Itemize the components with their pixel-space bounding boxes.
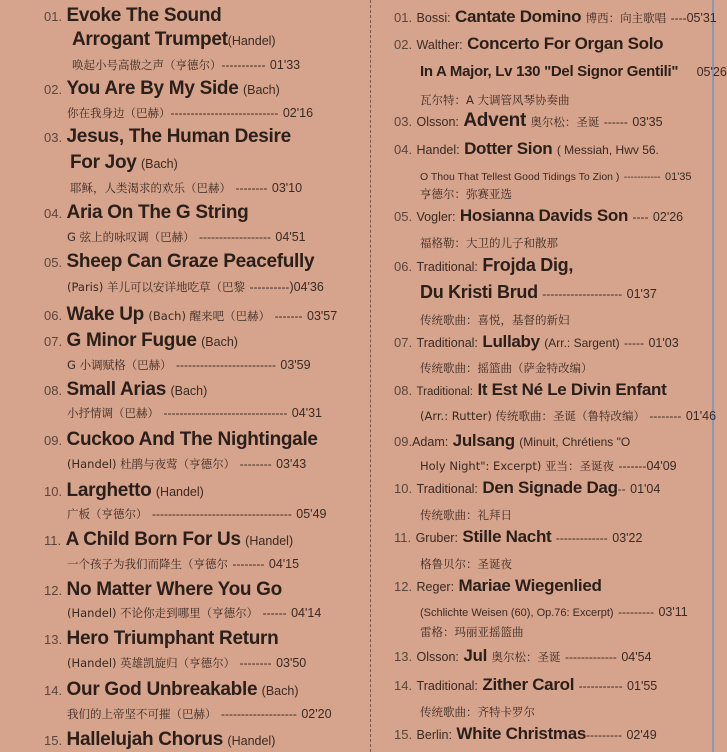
- track-duration: 03'22: [612, 531, 643, 545]
- track-line: [420, 360, 593, 376]
- track-duration: 03'10: [271, 181, 303, 195]
- track-number: 12.: [44, 583, 63, 598]
- track-duration: 02'26: [652, 210, 684, 224]
- track-composer: Olsson:: [416, 115, 459, 129]
- track-composer: Bossi:: [416, 11, 451, 25]
- track-duration: 01'55: [627, 679, 658, 693]
- track-composer: Adam:: [412, 435, 449, 449]
- track-number: 08.: [394, 383, 413, 398]
- track-line: [394, 140, 659, 158]
- track-chinese: (Paris) 羊儿可以安详地吃草（巴黎: [67, 280, 246, 294]
- track-line: [420, 507, 512, 523]
- track-number: 11.: [44, 533, 62, 548]
- track-line: [420, 168, 692, 184]
- track-duration: 03'11: [658, 605, 688, 619]
- track-title-cont: Du Kristi Brud: [420, 282, 538, 302]
- track-composer: (Handel): [227, 34, 276, 48]
- track-chinese: 奥尔松：圣诞: [530, 115, 600, 129]
- track-chinese: 奥尔松：圣诞: [491, 650, 561, 664]
- track-line: [67, 357, 311, 373]
- track-number: 08.: [44, 383, 63, 398]
- track-line: [67, 105, 313, 121]
- track-composer: (Handel): [227, 734, 276, 748]
- dash-leader: -------------: [555, 531, 608, 545]
- track-title: Concerto For Organ Solo: [467, 34, 664, 53]
- track-title: Frojda Dig,: [482, 255, 574, 275]
- track-composer: Traditional:: [416, 336, 478, 350]
- dash-leader: -------------------: [220, 707, 297, 721]
- track-title: G Minor Fugue: [66, 330, 197, 351]
- track-number: 04.: [394, 142, 413, 157]
- track-line: [394, 207, 683, 225]
- track-line: [420, 704, 535, 720]
- track-composer: Reger:: [416, 580, 455, 594]
- track-line: [67, 456, 306, 472]
- track-chinese: (Handel) 不论你走到哪里（亨德尔）: [67, 606, 259, 620]
- dash-leader: -------------------------: [176, 358, 276, 372]
- track-number: 05.: [44, 255, 63, 270]
- dash-leader: -----------: [578, 679, 623, 693]
- track-line: [420, 283, 657, 302]
- track-chinese: 传统歌曲：齐特卡罗尔: [420, 705, 535, 719]
- track-number: 07.: [44, 334, 63, 349]
- track-duration: 01'04: [630, 482, 661, 496]
- track-duration: 03'35: [632, 115, 663, 129]
- track-title: Jesus, The Human Desire: [66, 126, 291, 147]
- track-number: 09.: [44, 433, 63, 448]
- track-line: [420, 312, 570, 328]
- track-chinese: G 小调赋格（巴赫）: [67, 358, 172, 372]
- dash-leader: -------------------------------: [163, 406, 288, 420]
- track-title: Wake Up: [66, 304, 144, 325]
- track-title: Sheep Can Graze Peacefully: [66, 251, 315, 272]
- track-title: Hero Triumphant Return: [66, 628, 279, 649]
- track-title-cont: For Joy: [70, 152, 137, 173]
- track-number: 15.: [394, 727, 413, 742]
- track-composer: Walther:: [416, 38, 463, 52]
- track-composer: Traditional:: [416, 386, 473, 398]
- track-note-cont: (Arr.: Rutter) 传统歌曲：圣诞（鲁特改编）: [420, 409, 645, 423]
- track-number: 03.: [44, 130, 63, 145]
- track-line: [420, 604, 688, 620]
- dash-leader: -------------: [564, 650, 617, 664]
- dash-leader: ---------: [586, 728, 623, 742]
- track-chinese: 广板（亨德尔）: [67, 507, 148, 521]
- track-duration: 05'31: [686, 11, 717, 25]
- track-line: [44, 481, 204, 500]
- track-line: [420, 624, 524, 640]
- track-title: Hallelujah Chorus: [66, 729, 223, 750]
- track-duration: 04'09: [646, 459, 677, 473]
- track-number: 07.: [394, 335, 413, 350]
- track-line: [394, 333, 679, 351]
- track-chinese: 博西：向主歌唱: [585, 11, 667, 25]
- track-line: [44, 530, 293, 549]
- track-title-cont: Arrogant Trumpet: [72, 29, 228, 50]
- track-composer: (Bach) 醒来吧（巴赫）: [148, 309, 271, 323]
- track-duration: 04'54: [621, 650, 652, 664]
- track-number: 13.: [394, 649, 413, 664]
- track-number: 12.: [394, 579, 413, 594]
- track-chinese: 瓦尔特：A 大调管风琴协奏曲: [420, 93, 570, 107]
- track-line: [67, 556, 299, 572]
- track-number: 13.: [44, 632, 63, 647]
- track-note-cont: (Schlichte Weisen (60), Op.76: Excerpt): [420, 607, 614, 619]
- track-number: 03.: [394, 114, 413, 129]
- track-line: [44, 680, 299, 699]
- track-composer: Vogler:: [416, 210, 456, 224]
- track-line: [44, 6, 221, 25]
- track-title: Stille Nacht: [462, 527, 552, 546]
- track-chinese: (Handel) 英雄凯旋归（亨德尔）: [67, 656, 236, 670]
- track-composer: Berlin:: [416, 728, 452, 742]
- dash-leader: ---------------------------: [170, 106, 279, 120]
- track-number: 10.: [394, 481, 413, 496]
- dash-leader: ------: [603, 115, 628, 129]
- track-title: Lullaby: [482, 332, 540, 351]
- track-title: Julsang: [452, 431, 515, 450]
- track-number: 01.: [44, 9, 63, 24]
- track-note: (Arr.: Sargent): [544, 336, 620, 350]
- track-title: Advent: [463, 110, 526, 131]
- track-title: Dotter Sion: [464, 139, 553, 158]
- track-note: (Minuit, Chrétiens "O: [519, 435, 631, 449]
- dash-leader: --: [617, 482, 626, 496]
- track-line: [70, 180, 302, 196]
- track-number: 01.: [394, 10, 413, 25]
- dash-leader: ------------------: [199, 230, 271, 244]
- track-chinese: 福格勒：大卫的儿子和散那: [420, 236, 558, 250]
- track-chinese: 你在我身边（巴赫）: [67, 106, 171, 120]
- track-duration: 02'49: [626, 728, 657, 742]
- track-line: [67, 506, 326, 522]
- track-line: [72, 30, 276, 49]
- track-number: 10.: [44, 484, 63, 499]
- track-title: Larghetto: [66, 480, 152, 501]
- dash-leader: ---------: [618, 605, 655, 619]
- track-title: Den Signade Dag: [482, 478, 618, 497]
- track-title: You Are By My Side: [66, 78, 239, 99]
- track-line: [394, 647, 652, 665]
- track-composer: (Bach): [170, 384, 208, 398]
- track-duration: 01'03: [648, 336, 679, 350]
- track-line: [44, 629, 278, 648]
- track-chinese: (Handel) 杜鹃与夜莺（亨德尔）: [67, 457, 236, 471]
- track-title: It Est Né Le Divin Enfant: [477, 380, 667, 399]
- track-duration: 05'49: [296, 507, 327, 521]
- track-line: [44, 127, 291, 146]
- track-title: Zither Carol: [482, 675, 575, 694]
- track-duration: 01'37: [626, 287, 657, 301]
- track-composer: (Bach): [140, 157, 178, 171]
- track-chinese: 雷格：玛丽亚摇篮曲: [420, 625, 524, 639]
- track-line: [420, 458, 677, 474]
- track-title: Cuckoo And The Nightingale: [66, 429, 318, 450]
- track-duration: 01'33: [269, 58, 301, 72]
- track-line: [394, 381, 666, 399]
- track-number: 09.: [394, 434, 413, 449]
- track-duration: 03'57: [307, 309, 338, 323]
- track-composer: Traditional:: [416, 260, 478, 274]
- track-chinese: 传统歌曲：喜悦，基督的新妇: [420, 313, 570, 327]
- track-number: 14.: [394, 678, 413, 693]
- track-composer: (Bach): [201, 335, 238, 349]
- track-duration: )04'36: [289, 280, 324, 294]
- track-duration: 02'16: [282, 106, 314, 120]
- track-duration: 01'35: [664, 171, 692, 183]
- track-number: 04.: [44, 206, 63, 221]
- track-line: [44, 580, 282, 599]
- track-line: [394, 528, 642, 546]
- track-number: 11.: [394, 530, 412, 545]
- track-line: [394, 35, 663, 53]
- track-chinese: 我们的上帝坚不可摧（巴赫）: [67, 707, 217, 721]
- track-duration: 03'59: [280, 358, 311, 372]
- track-number: 06.: [44, 308, 63, 323]
- track-line: [44, 331, 238, 350]
- track-line: [67, 605, 321, 621]
- track-line: [420, 92, 570, 108]
- right-border: [712, 0, 714, 752]
- track-chinese: 传统歌曲：摇篮曲（萨金特改编）: [420, 361, 593, 375]
- dash-leader: --------------------: [542, 287, 623, 301]
- track-title: No Matter Where You Go: [66, 579, 282, 600]
- dash-leader: -------: [274, 309, 303, 323]
- dash-leader: ------: [262, 606, 287, 620]
- track-number: 02.: [44, 82, 63, 97]
- track-duration: 03'43: [276, 457, 307, 471]
- track-line: [70, 153, 178, 172]
- track-chinese: 唤起小号高傲之声（亨德尔）: [72, 58, 222, 72]
- dash-leader: --------: [239, 656, 272, 670]
- track-number: 06.: [394, 259, 413, 274]
- track-composer: (Bach): [242, 83, 280, 97]
- track-line: [394, 111, 663, 130]
- dash-leader: -----------------------------------: [151, 507, 292, 521]
- track-composer: Traditional:: [416, 482, 478, 496]
- track-line: [44, 730, 275, 749]
- dash-leader: --------: [235, 181, 268, 195]
- track-line: [394, 8, 717, 26]
- track-line: [72, 57, 300, 73]
- track-line: [44, 79, 280, 98]
- track-chinese: G 弦上的咏叹调（巴赫）: [67, 230, 195, 244]
- track-composer: (Handel): [155, 485, 204, 499]
- track-line: [394, 256, 573, 275]
- track-title-cont: In A Major, Lv 130 "Del Signor Gentili": [420, 63, 679, 80]
- track-note-cont: O Thou That Tellest Good Tidings To Zion ): [420, 171, 620, 183]
- track-composer: (Handel): [245, 534, 294, 548]
- track-duration: 01'46: [685, 409, 717, 423]
- track-chinese: 传统歌曲：礼拜日: [420, 508, 512, 522]
- track-line: [394, 725, 657, 743]
- track-line: [44, 380, 207, 399]
- dash-leader: -----------: [623, 172, 661, 183]
- track-title: A Child Born For Us: [65, 529, 241, 550]
- track-composer: (Bach): [261, 684, 299, 698]
- dash-leader: -----: [624, 336, 645, 350]
- dash-leader: ----------: [249, 280, 290, 294]
- track-chinese: 一个孩子为我们而降生（亨德尔: [67, 557, 228, 571]
- track-chinese: 耶稣，人类渴求的欢乐（巴赫）: [70, 181, 231, 195]
- track-note-cont: Holy Night": Excerpt) 亚当：圣诞夜: [420, 459, 614, 473]
- track-number: 15.: [44, 733, 63, 748]
- track-duration: 04'31: [291, 406, 322, 420]
- track-title: Evoke The Sound: [66, 5, 222, 26]
- track-line: [67, 405, 322, 421]
- track-chinese: 格鲁贝尔：圣诞夜: [420, 557, 512, 571]
- track-composer: Gruber:: [415, 531, 458, 545]
- track-duration: 03'50: [276, 656, 307, 670]
- track-title: Cantate Domino: [455, 7, 582, 26]
- track-number: 05.: [394, 209, 413, 224]
- track-title: Jul: [463, 646, 488, 665]
- track-composer: Olsson:: [416, 650, 459, 664]
- track-duration: 04'14: [291, 606, 322, 620]
- dash-leader: --------: [649, 409, 682, 423]
- track-line: [394, 432, 630, 450]
- track-composer: Traditional:: [416, 679, 478, 693]
- dash-leader: -------: [618, 459, 647, 473]
- track-number: 14.: [44, 683, 63, 698]
- dash-leader: --------: [232, 557, 265, 571]
- track-title: Hosianna Davids Son: [459, 206, 629, 225]
- track-line: [44, 305, 337, 324]
- track-line: [394, 479, 660, 497]
- track-line: [44, 203, 248, 222]
- track-line: [67, 655, 306, 671]
- track-duration: 04'15: [268, 557, 300, 571]
- track-title: Small Arias: [66, 379, 167, 400]
- track-line: [394, 676, 657, 694]
- track-chinese: 亨德尔：弥赛亚选: [420, 187, 512, 201]
- track-title: White Christmas: [456, 724, 587, 743]
- track-composer: Handel:: [416, 143, 460, 157]
- track-line: [44, 430, 318, 449]
- column-divider: [370, 0, 371, 752]
- track-duration: 04'51: [275, 230, 306, 244]
- track-duration: 02'20: [301, 707, 332, 721]
- track-line: [394, 577, 602, 595]
- track-line: [420, 556, 512, 572]
- track-number: 02.: [394, 37, 413, 52]
- track-line: [67, 279, 324, 295]
- track-line: [67, 706, 332, 722]
- track-note: ( Messiah, Hwv 56.: [556, 143, 659, 157]
- track-title: Aria On The G String: [66, 202, 249, 223]
- track-line: [420, 408, 716, 424]
- track-chinese: 小抒情调（巴赫）: [67, 406, 159, 420]
- dash-leader: ----: [670, 11, 687, 25]
- dash-leader: ----: [632, 210, 649, 224]
- dash-leader: -----------: [221, 58, 266, 72]
- track-line: [44, 252, 314, 271]
- track-title: Our God Unbreakable: [66, 679, 258, 700]
- track-title: Mariae Wiegenlied: [458, 576, 602, 595]
- track-line: [420, 64, 727, 80]
- track-line: [67, 229, 306, 245]
- dash-leader: --------: [239, 457, 272, 471]
- track-line: [420, 235, 558, 251]
- track-line: [420, 186, 512, 202]
- track-duration: 05'26: [696, 65, 727, 79]
